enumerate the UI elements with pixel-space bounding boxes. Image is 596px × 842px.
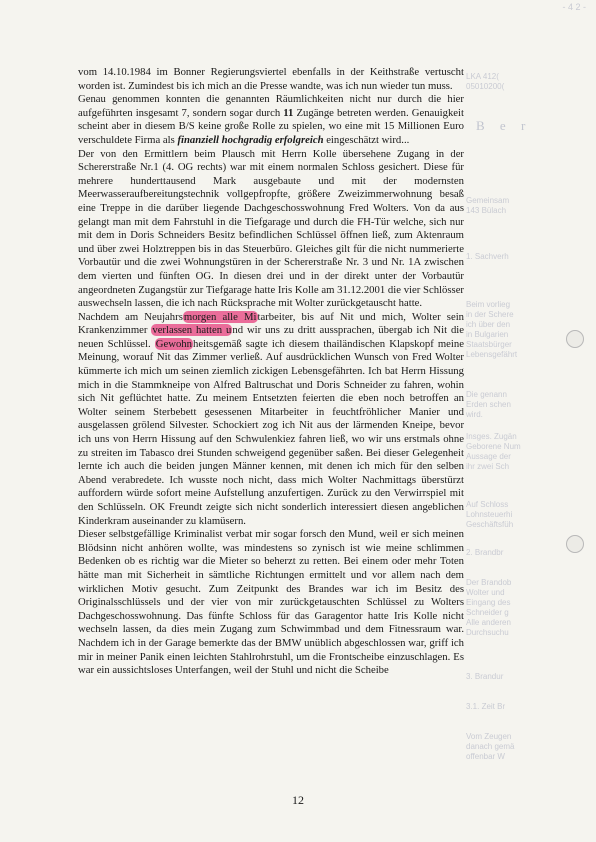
bleed-through-line: Eingang des [466,598,511,607]
paragraph-neujahrsmorgen [78,311,464,529]
paragraph-kriminalist: Dieser selbstgefällige Kriminalist verbat mir sogar forsch den Mund, weil er sich meinen Blödsinn nicht anhören wollte, was mindestens so zynisch ist wie meine schlimmen Bedenken ob es richtig war die Mieter so beherzt zu retten. Bei einem oder mehr Toten hätte man mit Sicherheit in sämtliche Richtungen ermittelt und vor allem nach dem wirklichen Motiv gesucht. Zum Zeitpunkt des Brandes war ich im Besitz des Originalsschlüssels und der vier von mir zurückgetauschten Schlüssel zu Wolters Dachgeschosswohnung. Das fünfte Schloss für das Garagentor hatte Iris Kolle nicht wechseln lassen, da dies mein Zugang zum Schwimmbad und dem Fitnessraum war. Nachdem ich in der Garage bemerkte das der BMW unüblich abgeschlossen war, griff ich mir in meiner Panik einen leichten Stahlrohrstuhl, um die Frontscheibe einzuschlagen. Es war ein aussichtsloses Unterfangen, weil der Stuhl und nicht die Scheibe [78,528,464,677]
bleed-through-line: wird. [466,410,483,419]
bleed-through-line: Lebensgefährt [466,350,518,359]
bleed-through-line: Lohnsteuerhi [466,510,513,519]
bleed-through-line: Aussage der [466,452,511,461]
punch-hole-lower [566,535,584,553]
bleed-through-line: Auf Schloss [466,500,509,509]
bleed-through-line: Geborene Num [466,442,521,451]
bleed-through-line: Die genann [466,390,507,399]
marker-highlight: Gewohn [155,337,192,350]
page-number: 12 [292,793,304,807]
bleed-through-line: in der Schere [466,310,514,319]
bleed-through-line: 143 Bülach [466,206,507,215]
bold-italic-phrase: finanziell hochgradig erfolgreich [177,133,324,146]
text-run: Genau genommen konnten die genannten Räumlichkeiten nicht nur durch die hier aufgeführten insgesamt 7, sondern sogar durch [78,93,464,119]
bleed-through-corner-mark: - 4 2 - [562,2,586,12]
bleed-through-line: 2. Brandbr [466,548,504,557]
bleed-through-line: Durchsuchu [466,628,509,637]
text-run: nd wir uns zu dritt aussprachen, übergab ich Nit die neuen Schlüssel. [78,324,464,350]
text-run: Zugänge betreten werden. Genauigkeit scheint aber in diesem B/S keine große Rolle zu spielen, wo eine mit 15 Millionen Euro verschuldete Firma als [78,106,464,146]
bleed-through-line: Der Brandob [466,578,512,587]
bleed-through-line: Vom Zeugen [466,732,512,741]
bleed-through-line: offenbar W [466,752,505,761]
bleed-through-line: 3.1. Zeit Br [466,702,506,711]
bleed-through-line: 3. Brandur [466,672,504,681]
bleed-through-line: Geschäftsfüh [466,520,514,529]
paragraph-raeumlichkeiten [78,93,464,147]
bleed-through-line: ich über den [466,320,511,329]
bleed-through-line: Gemeinsam [466,196,510,205]
bleed-through-header: B e r [476,118,532,133]
bleed-through-line: danach gemä [466,742,515,751]
marker-highlight: verlassen hatten u [152,324,232,337]
text-run: heitsgemäß sagte ich diesem thailändischen Klapskopf meine Meinung, worauf Nit das Zimmer verließ. Auf ausdrücklichen Wunsch von Fred Wolter kümmerte ich mich um seinen ziemlich zickigen Lebensgefährten. Ich bat Herrn Hissung mich in die Stammkneipe von Alfred Baltruschat und Doris Schneider zu fahren, wohin sich Nit geflüchtet hatte. Zu meinem Entsetzten feierten die eben noch betroffen an Wolter seinem Sterbebett gesessenen Mitarbeiter in feuchtfröhlicher Manier und ausgelassen grölend Silvester. Schockiert zog ich Nit aus der lärmenden Kneipe, bevor ich uns von Herrn Hissung auf den Schwulenkiez fahren ließ, wo wir uns erstmals ohne zu streiten im Tabasco drei Stunden schweigend gegenüber saßen. Bei dieser Gelegenheit lernte ich auch die beiden jungen Männer kennen, mit denen ich mich für den selben Abend verabredete. Ich wusste noch nicht, dass mich Wolter Nachmittags überstürzt auffordern würde sofort meine Aufstellung anzufertigen. Zurück zu den Verwirrspiel mit den Schlüsseln. OK Freundt zeigte sich nicht sonderlich interessiert diesen angeblichen Kinderkram auseinander zu klamüsern. [78,337,464,527]
bleed-through-line: 05010200( [466,82,505,91]
bleed-through-line: Alle anderen [466,618,511,627]
text-run: Nachdem am Neujahrs [78,310,183,323]
bleed-through-line: LKA 412( [466,72,499,81]
bleed-through-line: Insges. Zugän [466,432,517,441]
bleed-through-line: Erden schen [466,400,511,409]
punch-hole-upper [566,330,584,348]
bleed-through-line: Staatsbürger [466,340,512,349]
bleed-through-line: in Bulgarien [466,330,509,339]
bleed-through-line: Schneider g [466,608,509,617]
bleed-through-line: Beim vorlieg [466,300,511,309]
bleed-through-line: Wolter und [466,588,505,597]
bleed-through-line: ihr zwei Sch [466,462,510,471]
paragraph-vertuscht: vom 14.10.1984 im Bonner Regierungsviertel ebenfalls in der Keithstraße vertuscht worden ist. Zumindest bis ich mich an die Presse wandte, was ich nun wieder tun muss. [78,66,464,92]
text-run: tarbeiter, bis auf Nit und mich, Wolter sein Krankenzimmer [78,310,465,337]
text-run: eingeschätzt wird... [323,133,410,146]
document-body [78,66,464,678]
paragraph-zugang-schererstrasse: Der von den Ermittlern beim Plausch mit Herrn Kolle übersehene Zugang in der Schererstraße Nr.1 (4. OG rechts) war mit einem normalen Schloss gesichert. Diese für mehrere hunderttausend Mark ausgebaute und mit der modernsten Meerwasseraufbereitungstechnik vollgepfropfte, größere Zweizimmerwohnung besaß eine Treppe in die darüber liegende Dachgeschosswohnung Fred Wolters. Von da aus gelangt man mit dem Fahrstuhl in die Tiefgarage und durch die FH-Tür welche, sich nur mit dem in Doris Schneiders Besitz befindlichen Schlüssel öffnen ließ, zum Aktenraum und über zwei Holztreppen bis in das Steuerbüro. Gleiches gilt für die nicht nummerierte Vorbautür und die zwei Wohnungstüren in der Schererstraße Nr. 3 und Nr. 1A zwischen dem vierten und fünften OG. In diesen drei und in der direkt unter der Vorbautür angeordneten Zugangstür zur Tiefgarage hatte Iris Kolle am 31.12.2001 die vier Schlösser auswechseln lassen, die ich nach Rücksprache mit Wolter zurückgetauscht hatte. [78,147,464,310]
bold-count: 11 [283,106,294,119]
marker-highlight: morgen alle Mi [183,310,257,323]
bleed-through-line: 1. Sachverh [466,252,509,261]
